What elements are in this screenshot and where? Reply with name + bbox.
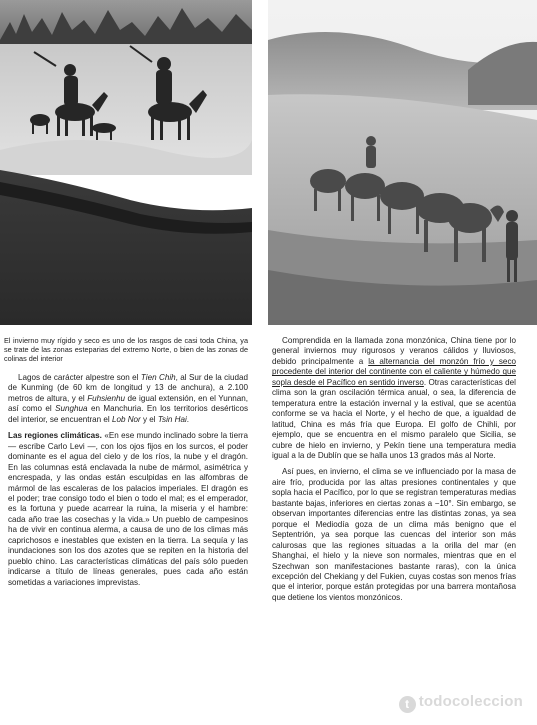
text-run: Lagos de carácter alpestre son el: [18, 373, 141, 382]
paragraph-winter-climate: [272, 467, 516, 603]
watermark-brand: todocoleccion: [418, 693, 523, 710]
text-run: en Manchuria. En los territorios desérticos del interior, se encuentran el: [8, 404, 248, 424]
watermark-logo: [399, 693, 523, 713]
text-run: Fuhsienhu: [87, 393, 125, 403]
text-run: Sunghua: [55, 404, 88, 414]
photo-horsemen-steppe: [0, 0, 252, 325]
text-run: Las regiones climáticas.: [8, 431, 102, 441]
watermark-badge-icon: t: [399, 696, 416, 713]
article-column-left: [8, 373, 248, 588]
paragraph-lakes: [8, 373, 248, 425]
text-run: de igual extensión, en el Yunnan, así como el: [8, 393, 248, 414]
photo-caption: El invierno muy rígido y seco es uno de los rasgos de casi toda China, ya se trate de las zonas esteparias del extremo Norte, o bien de las zonas de colinas del interior: [4, 336, 248, 364]
text-run: «En ese mundo inclinado sobre la tierra — escribe Carlo Levi —, con los ojos fijos en los surcos, el poder dominante es el agua del cielo y de los ríos, la nube y el dragón. En las columnas está enclavada la nube de mármol, asimétrica y encrespada, y las ondas están esculpidas en las alfombras de mármol de las escaleras de los palacios imperiales. El dragón es el poder; trae consigo todo el bien o todo el mal; es el emperador, es la fortuna y puede acarrear la ruina, la miseria y el hambre: cada año trae las cosechas y la vida.» Un pueblo de campesinos ha de vivir en continua alerma, a causa de uno de los climas más caprichosos e inestables que existen en la tierra. La sequía y las inundaciones son los dos azotes que se repiten en la historia del pueblo chino. Las características climáticas del país sólo pueden indicarse a título de líneas generales, pues cada año están sometidas a variaciones imprevistas.: [8, 431, 248, 587]
text-run: , al Sur de la ciudad de Kunming (de 60 km de longitud y 13 de anchura), a 2.100 metros de altura, y el: [8, 373, 248, 403]
article-column-right: [272, 336, 516, 603]
text-run: Tsin Hai: [157, 414, 187, 424]
text-run: Lob Nor: [111, 414, 141, 424]
text-run: .: [186, 414, 190, 424]
text-run: y el: [140, 414, 158, 424]
paragraph-climatic-regions: [8, 431, 248, 588]
photo-horsemen-image: [0, 0, 252, 325]
text-run: Comprendida en la llamada zona monzónica, China tiene por lo general inviernos muy rigurosos y veranos cálidos y lluviosos, debido principalmente a: [272, 336, 516, 366]
text-run: Tien Chih: [140, 373, 176, 382]
text-run: . Otras características del clima son la gran oscilación térmica anual, o sea, la diferencia de temperatura entre la estación invernal y la estival, que se acentúa conforme se va hacia el Norte, y el hecho de que, a igualdad de latitud, China es más fría que Europa. El golfo de Chihli, por ejemplo, que se encuentra en el mismo paralelo que Sicilia, se cubre de hielo en invierno, y Pekín tiene una temperatura media igual a la de Dublín que se halla unos 13 grados más al Norte.: [272, 377, 516, 460]
photo-camels-image: [268, 0, 537, 325]
photo-camel-caravan: [268, 0, 537, 325]
text-run: la alternancia del monzón frío y seco procedente del interior del continente con el caliente y húmedo que sopla desde el Pacífico en sentido inverso: [272, 356, 516, 387]
paragraph-monsoon-zone: [272, 336, 516, 461]
text-run: Así pues, en invierno, el clima se ve influenciado por la masa de aire frío, producida por las altas presiones continentales y que sopla hacia el Pacífico, por lo que se registran temperaturas medias bastante bajas, inferiores en ciertas zonas a −10°. Sin embargo, se observan importantes diferencias entre las distintas zonas, ya sea porque el Mediodía goza de un clima más benigno que el Septentrión, ya sea porque las cuencas del interior son más calurosas que las regiones situadas a la orilla del mar (en Shanghai, el hielo y la nieve son normales, mientras que en el Szechwan son manifestaciones bastante raras), con la única excepción del Chekiang y del Fukien, cuyas costas son menos frías que el interior, porque están protegidas por una barrera montañosa que detiene los vientos monzónicos.: [272, 467, 516, 602]
